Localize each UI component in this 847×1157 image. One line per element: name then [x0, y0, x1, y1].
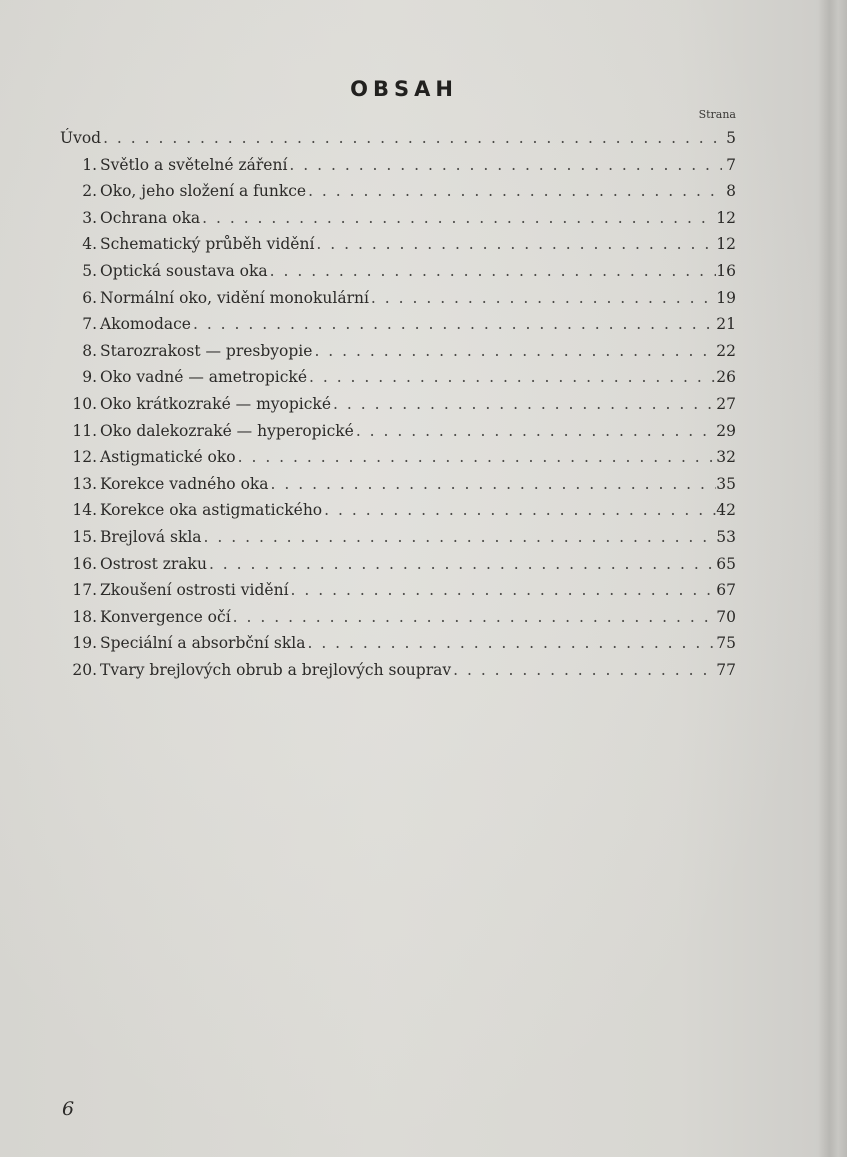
toc-entry-title: Světlo a světelné záření	[100, 155, 288, 174]
toc-entry-title: Oko, jeho složení a funkce	[100, 182, 307, 201]
toc-entry-title: Starozrakost — presbyopie	[100, 341, 313, 360]
toc-entry-number: 17.	[72, 581, 97, 600]
toc-entry-title: Tvary brejlových obrub a brejlových souprav	[100, 660, 452, 679]
toc-entry-number: 18.	[72, 607, 97, 626]
toc-entry-title: Oko krátkozraké — myopické	[100, 394, 332, 413]
toc-entry	[60, 152, 736, 179]
toc-entry-page: 7	[726, 155, 736, 174]
toc-entry-page: 32	[716, 448, 736, 467]
toc-entry-title: Korekce oka astigmatického	[100, 501, 323, 520]
toc-entry-title: Astigmatické oko	[100, 448, 236, 467]
dot-leader	[287, 152, 722, 179]
dot-leader	[191, 311, 716, 338]
toc-entry	[60, 630, 736, 657]
toc-entry-page: 75	[716, 634, 736, 653]
toc-entry-page: 77	[716, 660, 736, 679]
toc-entry-page: 35	[716, 474, 736, 493]
toc-entry	[60, 125, 736, 152]
toc-entry-title: Konvergence očí	[100, 607, 231, 626]
dot-leader	[268, 258, 717, 285]
toc-entry-page: 12	[716, 208, 736, 227]
toc-entry-page: 12	[716, 235, 736, 254]
table-of-contents	[60, 125, 736, 683]
toc-entry-number: 5.	[82, 261, 97, 280]
toc-entry	[60, 551, 736, 578]
toc-entry	[60, 524, 736, 551]
toc-entry-page: 53	[716, 527, 736, 546]
toc-entry	[60, 604, 736, 631]
toc-entry-title: Speciální a absorbční skla	[100, 634, 306, 653]
toc-entry	[60, 418, 736, 445]
toc-entry-page: 19	[716, 288, 736, 307]
toc-entry-title: Oko vadné — ametropické	[100, 368, 307, 387]
dot-leader	[269, 471, 717, 498]
toc-entry	[60, 258, 736, 285]
toc-entry-page: 65	[716, 554, 736, 573]
toc-entry-title: Korekce vadného oka	[100, 474, 269, 493]
dot-leader	[307, 364, 716, 391]
toc-entry-page: 16	[716, 261, 736, 280]
toc-entry-number: 10.	[72, 394, 97, 413]
toc-entry	[60, 364, 736, 391]
dot-leader	[231, 604, 717, 631]
toc-entry	[60, 285, 736, 312]
toc-entry-number: 3.	[82, 208, 97, 227]
toc-entry-number: 19.	[72, 634, 97, 653]
toc-entry-page: 70	[716, 607, 736, 626]
toc-entry	[60, 311, 736, 338]
toc-entry	[60, 231, 736, 258]
toc-entry	[60, 444, 736, 471]
toc-entry-page: 5	[726, 129, 736, 147]
dot-leader	[451, 657, 716, 684]
toc-entry-number: 12.	[72, 448, 97, 467]
toc-entry-number: 11.	[72, 421, 97, 440]
toc-entry-number: 15.	[72, 527, 97, 546]
toc-entry-page: 42	[716, 501, 736, 520]
toc-entry-page: 8	[726, 182, 736, 201]
dot-leader	[202, 524, 717, 551]
toc-entry-title: Úvod	[60, 129, 102, 147]
toc-entry	[60, 577, 736, 604]
toc-entry-page: 67	[716, 581, 736, 600]
toc-entry-page: 29	[716, 421, 736, 440]
dot-leader	[236, 444, 717, 471]
toc-entry-page: 26	[716, 368, 736, 387]
toc-entry-number: 9.	[82, 368, 97, 387]
toc-entry	[60, 391, 736, 418]
toc-entry-number: 7.	[82, 315, 97, 334]
toc-entry-number: 14.	[72, 501, 97, 520]
toc-entry-title: Zkoušení ostrosti vidění	[100, 581, 289, 600]
toc-entry	[60, 497, 736, 524]
toc-entry-number: 6.	[82, 288, 97, 307]
dot-leader	[101, 125, 722, 152]
page-number: 6	[62, 1098, 75, 1120]
dot-leader	[200, 205, 716, 232]
toc-entry-number: 2.	[82, 182, 97, 201]
dot-leader	[322, 497, 716, 524]
toc-entry-title: Optická soustava oka	[100, 261, 268, 280]
dot-leader	[306, 178, 722, 205]
toc-entry-number: 4.	[82, 235, 97, 254]
dot-leader	[314, 231, 716, 258]
toc-entry	[60, 657, 736, 684]
toc-entry-page: 27	[716, 394, 736, 413]
toc-entry-page: 22	[716, 341, 736, 360]
toc-entry-title: Oko dalekozraké — hyperopické	[100, 421, 354, 440]
dot-leader	[207, 551, 716, 578]
toc-entry	[60, 338, 736, 365]
toc-entry-title: Akomodace	[100, 315, 191, 334]
toc-entry-number: 8.	[82, 341, 97, 360]
toc-entry-title: Schematický průběh vidění	[100, 235, 315, 254]
toc-entry-title: Brejlová skla	[100, 527, 202, 546]
toc-entry-title: Ochrana oka	[100, 208, 201, 227]
dot-leader	[289, 577, 717, 604]
page-title: OBSAH	[350, 77, 458, 101]
dot-leader	[354, 418, 716, 445]
dot-leader	[369, 285, 716, 312]
page-fold-shadow	[818, 0, 847, 1157]
dot-leader	[331, 391, 716, 418]
toc-entry-number: 20.	[72, 660, 97, 679]
toc-entry	[60, 205, 736, 232]
toc-entry-number: 1.	[82, 155, 97, 174]
toc-entry-number: 13.	[72, 474, 97, 493]
dot-leader	[305, 630, 716, 657]
dot-leader	[312, 338, 716, 365]
toc-entry	[60, 178, 736, 205]
toc-entry-title: Normální oko, vidění monokulární	[100, 288, 369, 307]
toc-entry-title: Ostrost zraku	[100, 554, 207, 573]
toc-entry-number: 16.	[72, 554, 97, 573]
page-column-label: Strana	[698, 108, 736, 121]
toc-entry-page: 21	[716, 315, 736, 334]
toc-entry	[60, 471, 736, 498]
